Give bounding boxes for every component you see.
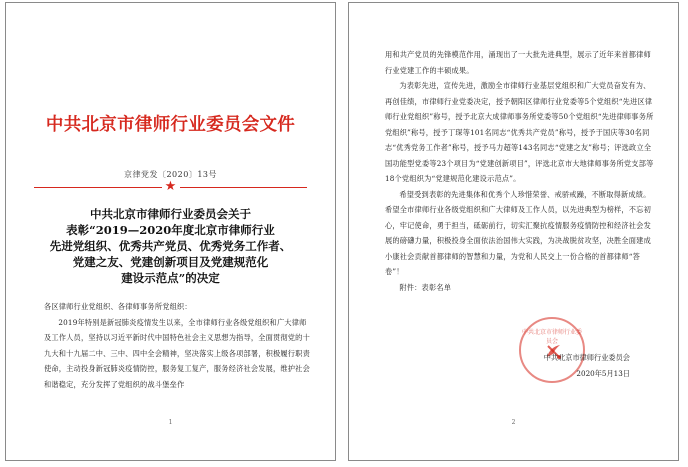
document-page-1 xyxy=(5,2,336,461)
page2-body xyxy=(385,47,654,295)
decision-heading xyxy=(24,206,317,286)
body-paragraph: 2019年特别是新冠肺炎疫情发生以来，全市律师行业各级党组织和广大律师及工作人员，坚持以习近平新时代中国特色社会主义思想为指导，全面贯彻党的十九大和十九届二中、三中、四中全会精神，坚决落实上级各项部署，积极履行职责使命，主动投身新冠肺炎疫情防控，服务复工复产，服务经济社会发展，维护社会和谐稳定，充分发挥了党组织的战斗堡垒作 xyxy=(44,317,310,389)
body-paragraph: 希望受到表彰的先进集体和优秀个人珍惜荣誉、戒骄戒躁，不断取得新成绩。希望全市律师行业各级党组织和广大律师及工作人员，以先进典型为榜样，不忘初心，牢记使命，勇于担当，砥砺前行，切实汇聚抗疫情服务疫情防控和经济社会发展的磅礴力量，积极投身全面依法治国伟大实践，为决战脱贫攻坚，决胜全面建成小康社会贡献首都律师的智慧和力量，为党和人民交上一份合格的首都律师“答卷”！ xyxy=(385,189,651,276)
heading-line: 建设示范点”的决定 xyxy=(121,271,220,285)
signature-block xyxy=(544,350,630,382)
page-number: 1 xyxy=(168,419,173,426)
document-number: 京律党发〔2020〕13号 xyxy=(123,170,218,179)
star-icon: ★ xyxy=(162,179,180,195)
heading-line: 先进党组织、优秀共产党员、优秀党务工作者、 xyxy=(49,239,292,253)
document-page-2 xyxy=(348,2,679,461)
salutation: 各区律师行业党组织、各律师事务所党组织： xyxy=(44,302,192,311)
signature-date: 2020年5月13日 xyxy=(576,369,630,378)
heading-line: 表彰“2019—2020年度北京市律师行业 xyxy=(66,223,275,237)
attachment-note: 附件：表彰名单 xyxy=(399,282,452,292)
seal-text: 中共北京市律师行业委员会 xyxy=(521,329,582,345)
page-number: 2 xyxy=(511,419,516,426)
signature-organization: 中共北京市律师行业委员会 xyxy=(543,353,630,362)
page1-body xyxy=(44,299,311,392)
heading-line: 中共北京市律师行业委员会关于 xyxy=(90,207,251,221)
red-header-title: 中共北京市律师行业委员会文件 xyxy=(45,115,296,135)
heading-line: 党建之友、党建创新项目及党建规范化 xyxy=(72,255,269,269)
body-paragraph: 为表彰先进，宣传先进，激励全市律师行业基层党组织和广大党员奋发有为、再创佳绩，市律师行业党委决定，授予朝阳区律师行业党委等5个党组织“先进区律师行业党组织”称号，授予北京大成律师事务所党委等50个党组织“先进律师事务所党组织”称号，授予丁琛等101名同志“优秀共产党员”称号，授予于国庆等30名同志“优秀党务工作者”称号，授予马力超等143名同志“党建之友”称号；评选政立全国功能型党委等23个项目为“党建创新项目”，评选北京市大地律师事务所党支部等18个党组织为“党建规范化建设示范点”。 xyxy=(385,81,654,183)
body-paragraph: 用和共产党员的先锋模范作用，涌现出了一大批先进典型，展示了近年来首都律师行业党建工作的丰硕成果。 xyxy=(385,50,651,75)
